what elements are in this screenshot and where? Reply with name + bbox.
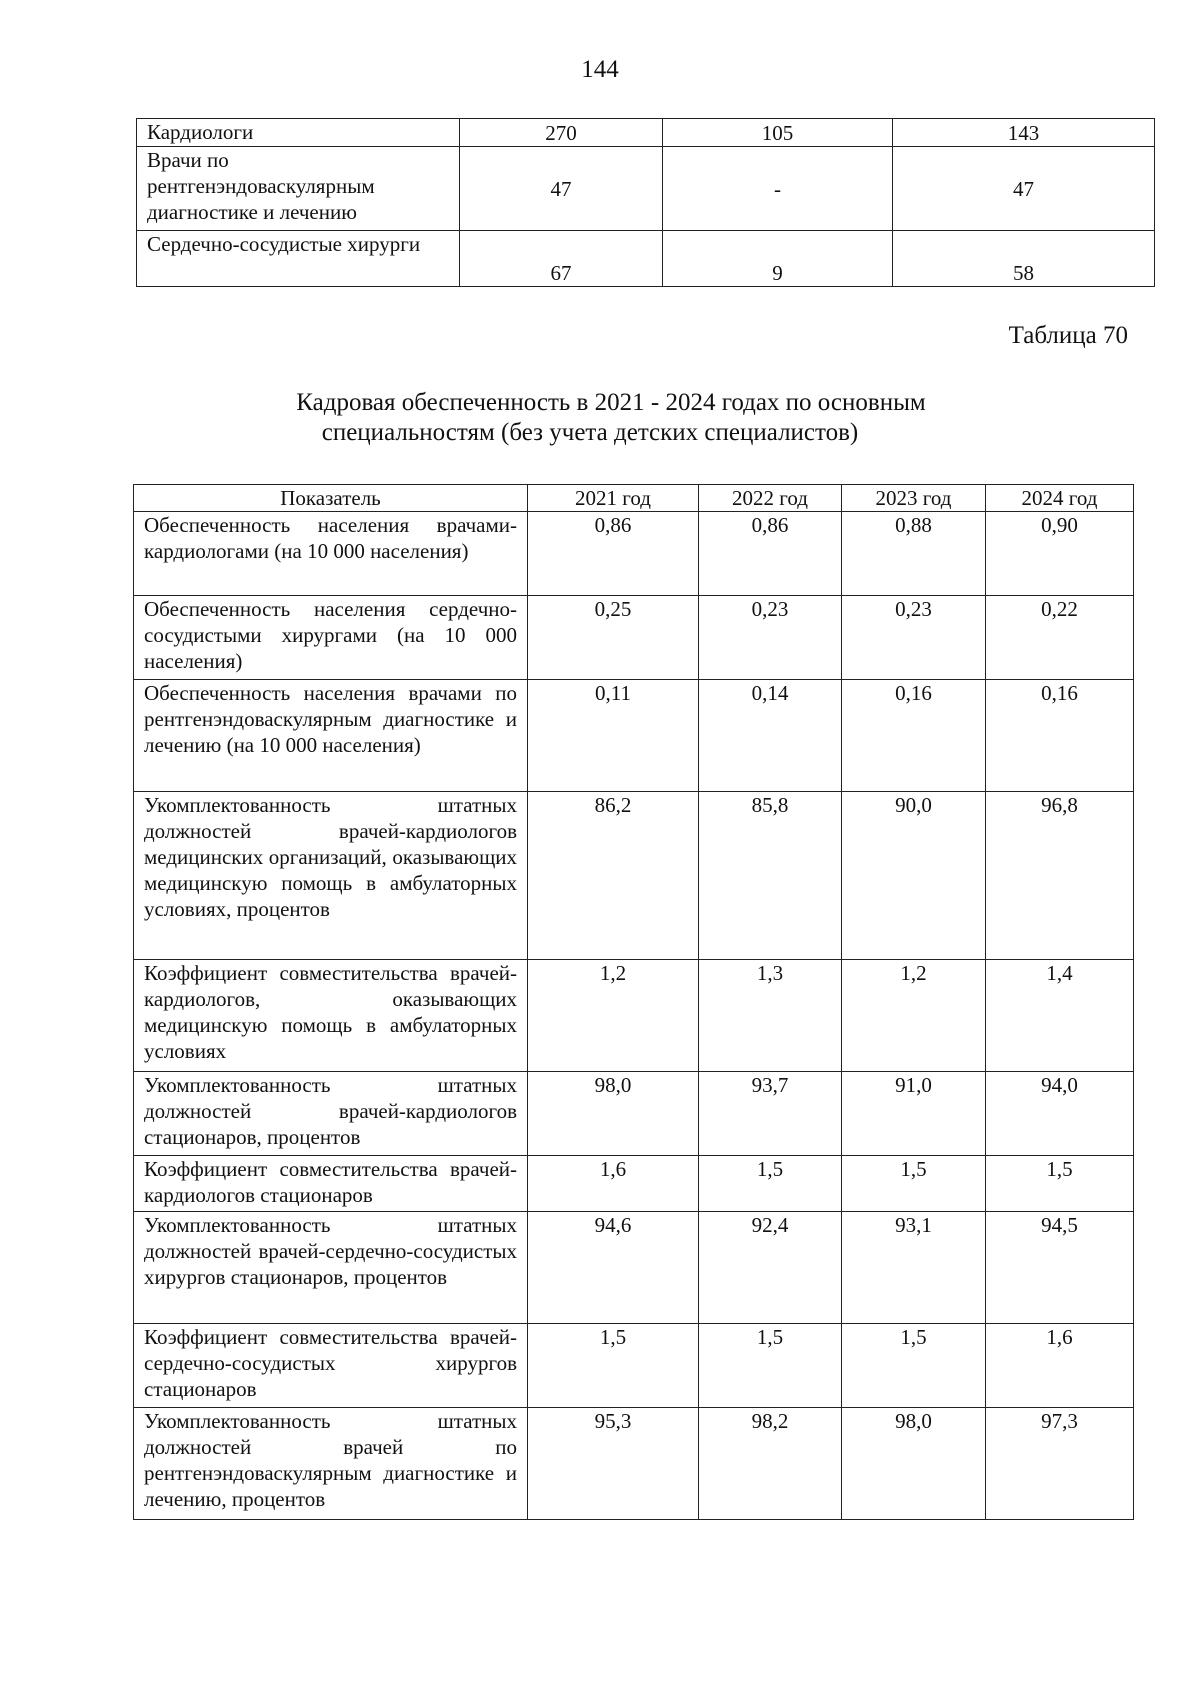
table-row [134, 512, 1134, 596]
value-cell: 98,0 [842, 1408, 986, 1520]
column-header: 2021 год [528, 485, 699, 512]
column-header: 2024 год [986, 485, 1134, 512]
value-cell: 94,6 [528, 1212, 699, 1324]
table-row [137, 119, 1155, 147]
value-cell: 94,5 [986, 1212, 1134, 1324]
value-cell: 90,0 [842, 792, 986, 960]
column-header: 2022 год [699, 485, 842, 512]
value-cell: 97,3 [986, 1408, 1134, 1520]
value-cell: 86,2 [528, 792, 699, 960]
value-cell: 95,3 [528, 1408, 699, 1520]
indicator-cell: Обеспеченность населения врачами по рентгенэндоваскулярным диагностике и лечению (на 10 000 населения) [134, 680, 528, 792]
cell-value: 67 [460, 231, 663, 287]
table-row [134, 1408, 1134, 1520]
table-row [134, 1156, 1134, 1212]
value-cell: 0,86 [699, 512, 842, 596]
value-cell: 0,86 [528, 512, 699, 596]
value-cell: 85,8 [699, 792, 842, 960]
value-cell: 0,16 [986, 680, 1134, 792]
value-cell: 0,23 [842, 596, 986, 680]
page-number: 144 [581, 56, 619, 83]
table-row [134, 1324, 1134, 1408]
value-cell: 91,0 [842, 1072, 986, 1156]
value-cell: 1,6 [986, 1324, 1134, 1408]
value-cell: 0,22 [986, 596, 1134, 680]
value-cell: 94,0 [986, 1072, 1134, 1156]
cell-value: 47 [893, 147, 1155, 231]
value-cell: 1,5 [842, 1156, 986, 1212]
value-cell: 1,2 [842, 960, 986, 1072]
value-cell: 0,16 [842, 680, 986, 792]
indicator-cell: Обеспеченность населения сердечно-сосудистыми хирургами (на 10 000 населения) [134, 596, 528, 680]
continuation-table [136, 118, 1155, 287]
indicator-cell: Коэффициент совместительства врачей-кардиологов, оказывающих медицинскую помощь в амбулаторных условиях [134, 960, 528, 1072]
table-row [137, 147, 1155, 231]
row-label: Кардиологи [137, 119, 460, 147]
value-cell: 92,4 [699, 1212, 842, 1324]
value-cell: 0,23 [699, 596, 842, 680]
table-row [134, 960, 1134, 1072]
table-title-line-1: Кадровая обеспеченность в 2021 - 2024 годах по основным [296, 389, 926, 416]
cell-value: 9 [663, 231, 893, 287]
value-cell: 1,5 [699, 1324, 842, 1408]
cell-value: 105 [663, 119, 893, 147]
header-row [134, 485, 1134, 512]
indicator-cell: Укомплектованность штатных должностей врачей по рентгенэндоваскулярным диагностике и лечению, процентов [134, 1408, 528, 1520]
table-row [134, 1072, 1134, 1156]
value-cell: 0,88 [842, 512, 986, 596]
value-cell: 1,6 [528, 1156, 699, 1212]
value-cell: 1,5 [842, 1324, 986, 1408]
cell-value: 58 [893, 231, 1155, 287]
row-label: Сердечно-сосудистые хирурги [137, 231, 460, 287]
value-cell: 0,25 [528, 596, 699, 680]
table-row [134, 680, 1134, 792]
row-label: Врачи по рентгенэндоваскулярным диагностике и лечению [137, 147, 460, 231]
value-cell: 1,4 [986, 960, 1134, 1072]
column-header: 2023 год [842, 485, 986, 512]
indicator-cell: Коэффициент совместительства врачей-кардиологов стационаров [134, 1156, 528, 1212]
cell-value: 47 [460, 147, 663, 231]
indicator-cell: Обеспеченность населения врачами-кардиологами (на 10 000 населения) [134, 512, 528, 596]
staffing-table [133, 484, 1134, 1520]
value-cell: 93,7 [699, 1072, 842, 1156]
value-cell: 0,11 [528, 680, 699, 792]
indicator-cell: Укомплектованность штатных должностей врачей-кардиологов стационаров, процентов [134, 1072, 528, 1156]
value-cell: 0,90 [986, 512, 1134, 596]
value-cell: 96,8 [986, 792, 1134, 960]
value-cell: 1,5 [528, 1324, 699, 1408]
value-cell: 1,5 [699, 1156, 842, 1212]
table-row [134, 792, 1134, 960]
indicator-cell: Коэффициент совместительства врачей-сердечно-сосудистых хирургов стационаров [134, 1324, 528, 1408]
cell-value: 270 [460, 119, 663, 147]
column-header: Показатель [134, 485, 528, 512]
value-cell: 98,0 [528, 1072, 699, 1156]
table-caption: Таблица 70 [1008, 322, 1128, 349]
value-cell: 1,5 [986, 1156, 1134, 1212]
indicator-cell: Укомплектованность штатных должностей врачей-сердечно-сосудистых хирургов стационаров, процентов [134, 1212, 528, 1324]
table-title-line-2: специальностям (без учета детских специалистов) [321, 419, 859, 446]
value-cell: 1,3 [699, 960, 842, 1072]
table-row [134, 596, 1134, 680]
table-row [137, 231, 1155, 287]
cell-value: - [663, 147, 893, 231]
value-cell: 1,2 [528, 960, 699, 1072]
value-cell: 98,2 [699, 1408, 842, 1520]
table-title [0, 388, 1200, 448]
table-row [134, 1212, 1134, 1324]
value-cell: 0,14 [699, 680, 842, 792]
value-cell: 93,1 [842, 1212, 986, 1324]
indicator-cell: Укомплектованность штатных должностей врачей-кардиологов медицинских организаций, оказывающих медицинскую помощь в амбулаторных условиях, процентов [134, 792, 528, 960]
cell-value: 143 [893, 119, 1155, 147]
